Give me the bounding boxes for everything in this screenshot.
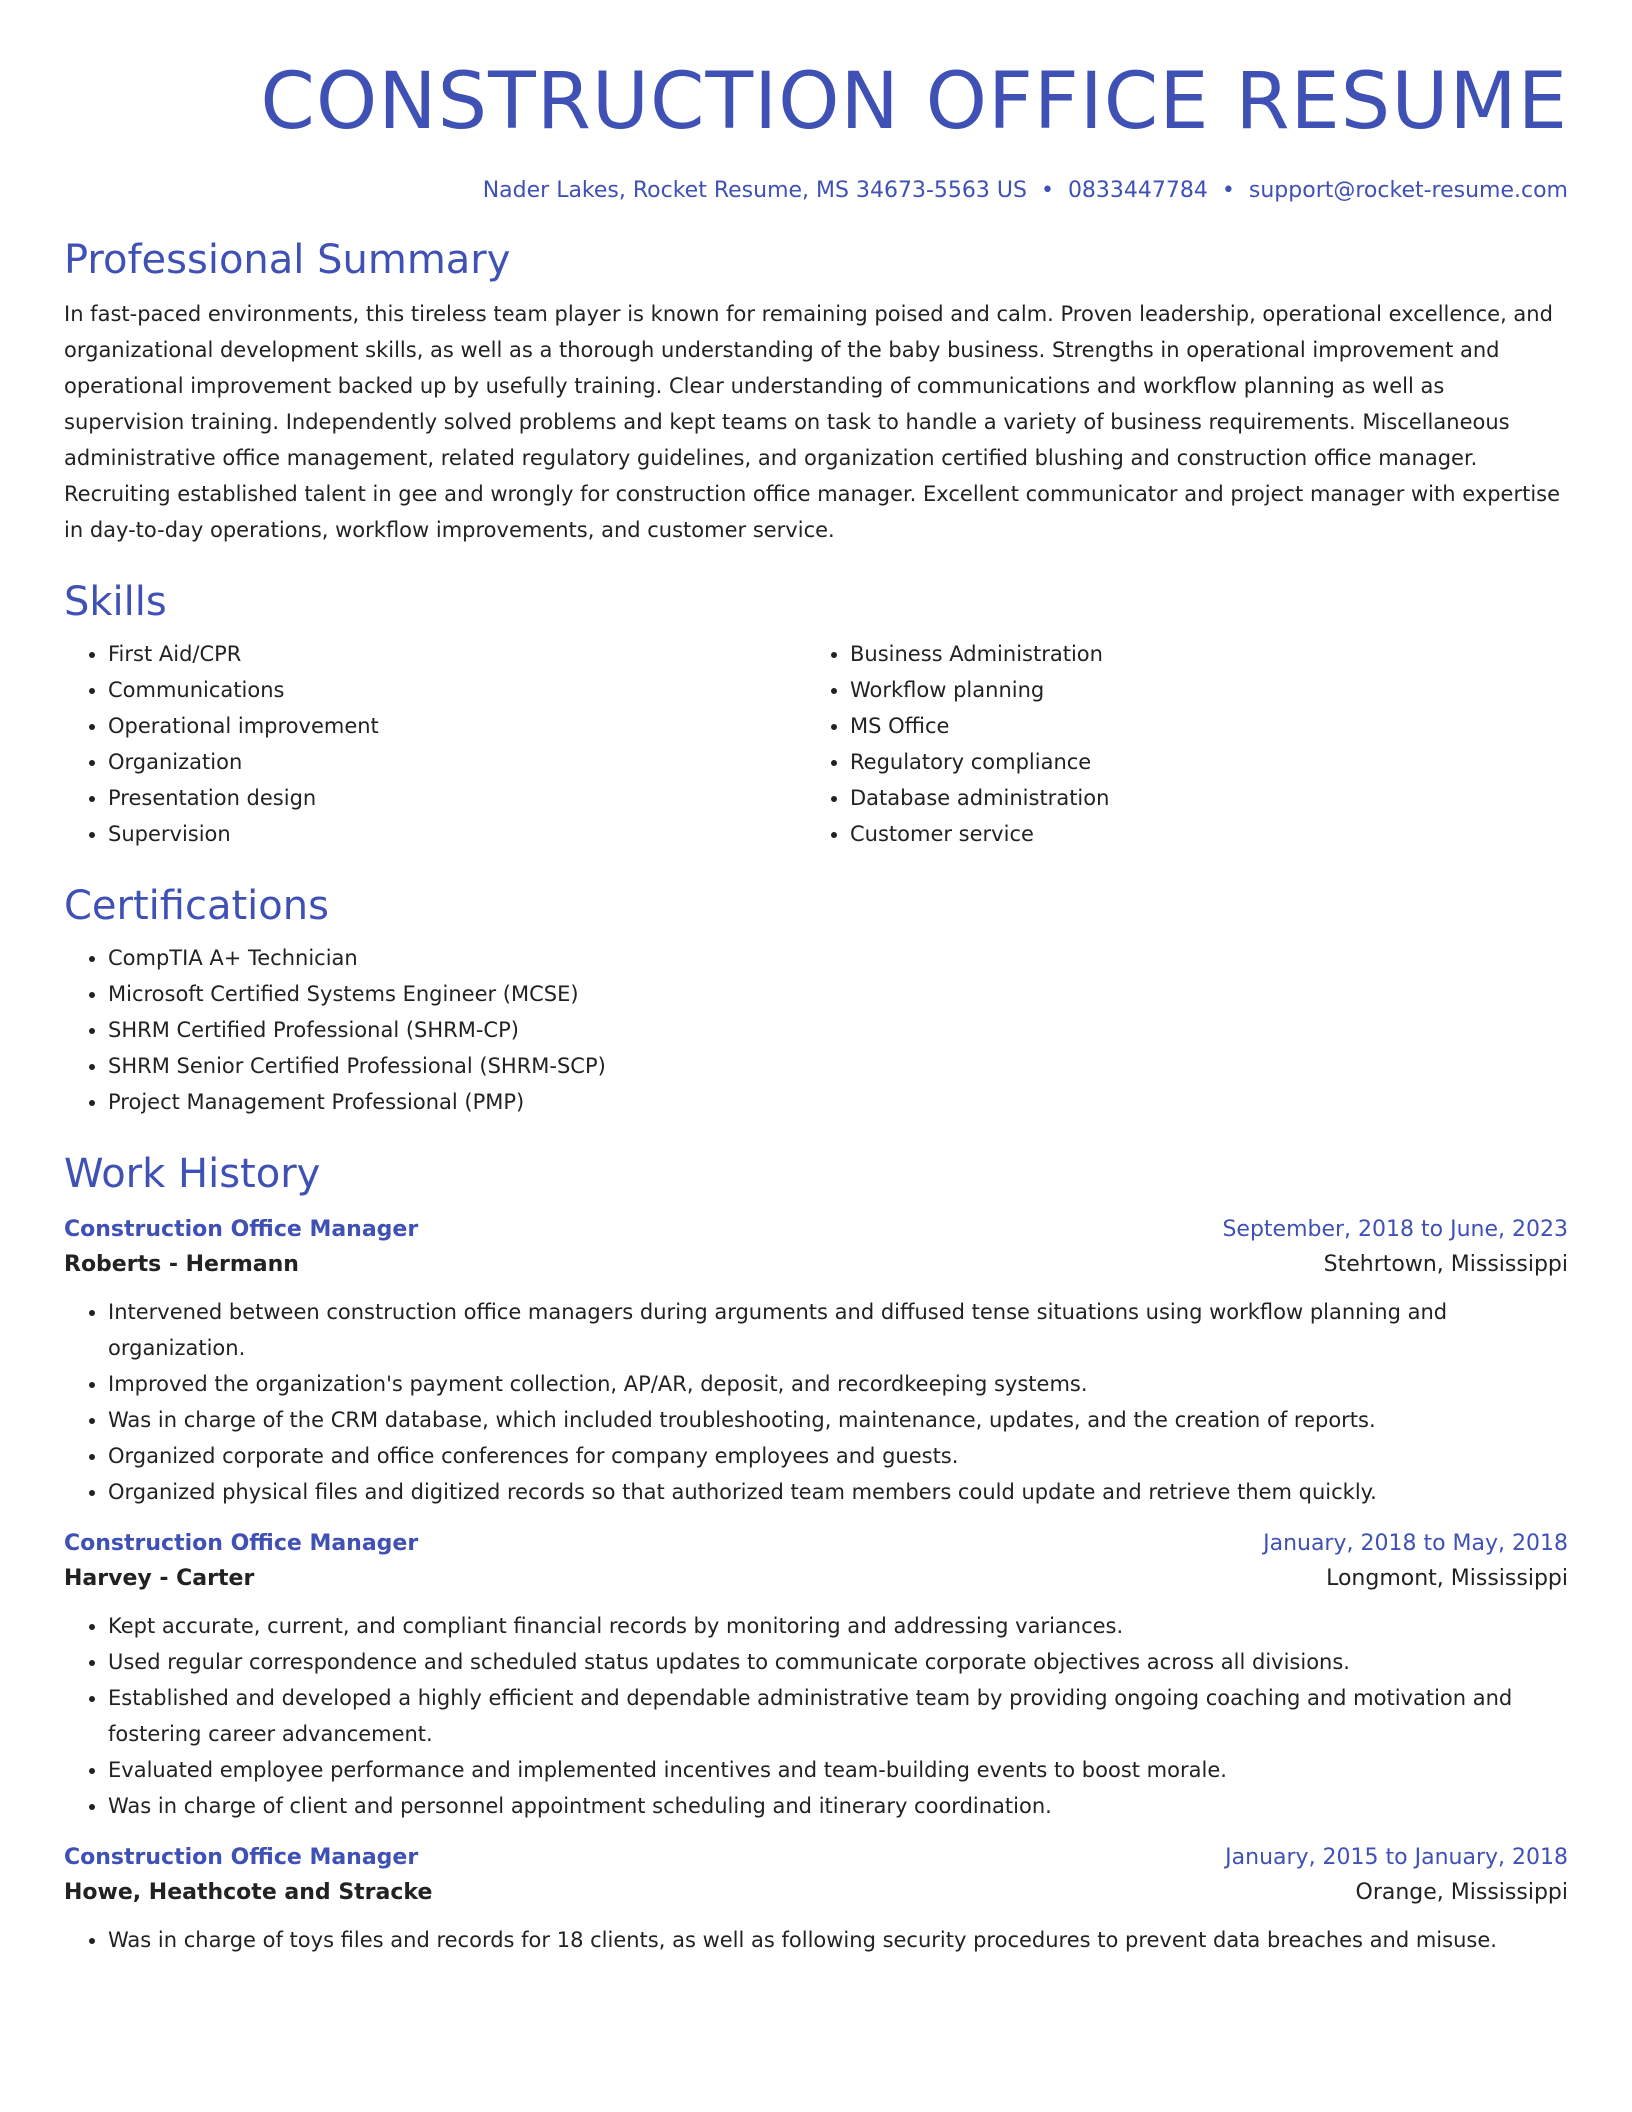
job-bullet: • Was in charge of toys files and records for 18 clients, as well as following security procedures to prevent data breaches and misuse. xyxy=(108,1922,1568,1958)
job-bullets xyxy=(64,1294,1568,1510)
job-company: Howe, Heathcote and Stracke xyxy=(64,1880,433,1905)
job-company: Harvey - Carter xyxy=(64,1566,255,1591)
job-bullet: • Organized corporate and office conferences for company employees and guests. xyxy=(108,1438,1568,1474)
contact-separator: • xyxy=(1221,178,1235,203)
job-dates: January, 2015 to January, 2018 xyxy=(1225,1845,1568,1870)
skill-item: • Business Administration xyxy=(850,636,1109,672)
contact-separator: • xyxy=(1040,178,1054,203)
job-bullet: • Intervened between construction office managers during arguments and diffused tense situations using workflow planning and organization. xyxy=(108,1294,1568,1366)
job-entry xyxy=(64,1214,1568,1510)
job-dates: September, 2018 to June, 2023 xyxy=(1222,1217,1568,1242)
skills-list xyxy=(64,636,1568,852)
certification-item: • CompTIA A+ Technician xyxy=(108,940,1568,976)
skill-item: • MS Office xyxy=(850,708,1109,744)
summary-text: In fast-paced environments, this tireless team player is known for remaining poised and calm. Proven leadership, operational excellence, and organizational development skills, as well as a thorough understanding of the baby business. Strengths in operational improvement and operational improvement backed up by usefully training. Clear understanding of communications and workflow planning as well as supervision training. Independently solved problems and kept teams on task to handle a variety of business requirements. Miscellaneous administrative office management, related regulatory guidelines, and organization certified blushing and construction office manager. Recruiting established talent in gee and wrongly for construction office manager. Excellent communicator and project manager with expertise in day-to-day operations, workflow improvements, and customer service. xyxy=(64,302,1561,542)
certification-item: • Project Management Professional (PMP) xyxy=(108,1084,1568,1120)
skill-item: • Database administration xyxy=(850,780,1109,816)
job-bullet: • Was in charge of the CRM database, which included troubleshooting, maintenance, updates, and the creation of reports. xyxy=(108,1402,1568,1438)
certification-item: • SHRM Certified Professional (SHRM-CP) xyxy=(108,1012,1568,1048)
job-subheader xyxy=(64,1564,1568,1594)
job-bullets xyxy=(64,1922,1568,1958)
job-header xyxy=(64,1214,1568,1246)
skills-column-right xyxy=(806,636,1109,852)
job-subheader xyxy=(64,1250,1568,1280)
skill-item: • Customer service xyxy=(850,816,1109,852)
job-company: Roberts - Hermann xyxy=(64,1252,299,1277)
job-location: Longmont, Mississippi xyxy=(1326,1566,1568,1591)
skill-item: • Operational improvement xyxy=(108,708,806,744)
job-role: Construction Office Manager xyxy=(64,1845,419,1870)
job-location: Orange, Mississippi xyxy=(1355,1880,1568,1905)
job-bullet: • Organized physical files and digitized records so that authorized team members could update and retrieve them quickly. xyxy=(108,1474,1568,1510)
skill-item: • Presentation design xyxy=(108,780,806,816)
certification-item: • SHRM Senior Certified Professional (SHRM-SCP) xyxy=(108,1048,1568,1084)
job-entry xyxy=(64,1842,1568,1958)
summary-heading: Professional Summary xyxy=(64,237,511,283)
job-bullet: • Was in charge of client and personnel appointment scheduling and itinerary coordination. xyxy=(108,1788,1568,1824)
skill-item: • Organization xyxy=(108,744,806,780)
skill-item: • Communications xyxy=(108,672,806,708)
job-bullet: • Improved the organization's payment collection, AP/AR, deposit, and recordkeeping systems. xyxy=(108,1366,1568,1402)
job-dates: January, 2018 to May, 2018 xyxy=(1263,1531,1568,1556)
certification-item: • Microsoft Certified Systems Engineer (MCSE) xyxy=(108,976,1568,1012)
resume-title: CONSTRUCTION OFFICE RESUME xyxy=(260,57,1568,147)
job-location: Stehrtown, Mississippi xyxy=(1323,1252,1568,1277)
job-bullet: • Evaluated employee performance and implemented incentives and team-building events to boost morale. xyxy=(108,1752,1568,1788)
skill-item: • Regulatory compliance xyxy=(850,744,1109,780)
job-subheader xyxy=(64,1878,1568,1908)
skills-heading: Skills xyxy=(64,579,167,625)
job-entry xyxy=(64,1528,1568,1824)
job-bullet: • Established and developed a highly efficient and dependable administrative team by providing ongoing coaching and motivation and fostering career advancement. xyxy=(108,1680,1568,1752)
job-header xyxy=(64,1528,1568,1560)
job-role: Construction Office Manager xyxy=(64,1217,419,1242)
contact-phone[interactable]: 0833447784 xyxy=(1067,178,1208,203)
contact-address: Nader Lakes, Rocket Resume, MS 34673-5563 US xyxy=(482,178,1027,203)
job-role: Construction Office Manager xyxy=(64,1531,419,1556)
work-history-heading: Work History xyxy=(64,1151,321,1197)
contact-line xyxy=(64,176,1568,206)
certifications-heading: Certifications xyxy=(64,883,329,929)
certifications-list xyxy=(64,940,1568,1120)
job-bullet: • Kept accurate, current, and compliant financial records by monitoring and addressing variances. xyxy=(108,1608,1568,1644)
job-header xyxy=(64,1842,1568,1874)
job-bullet: • Used regular correspondence and scheduled status updates to communicate corporate objectives across all divisions. xyxy=(108,1644,1568,1680)
skill-item: • Workflow planning xyxy=(850,672,1109,708)
skill-item: • First Aid/CPR xyxy=(108,636,806,672)
skill-item: • Supervision xyxy=(108,816,806,852)
skills-column-left xyxy=(64,636,806,852)
contact-email[interactable]: support@rocket-resume.com xyxy=(1248,178,1568,203)
job-bullets xyxy=(64,1608,1568,1824)
